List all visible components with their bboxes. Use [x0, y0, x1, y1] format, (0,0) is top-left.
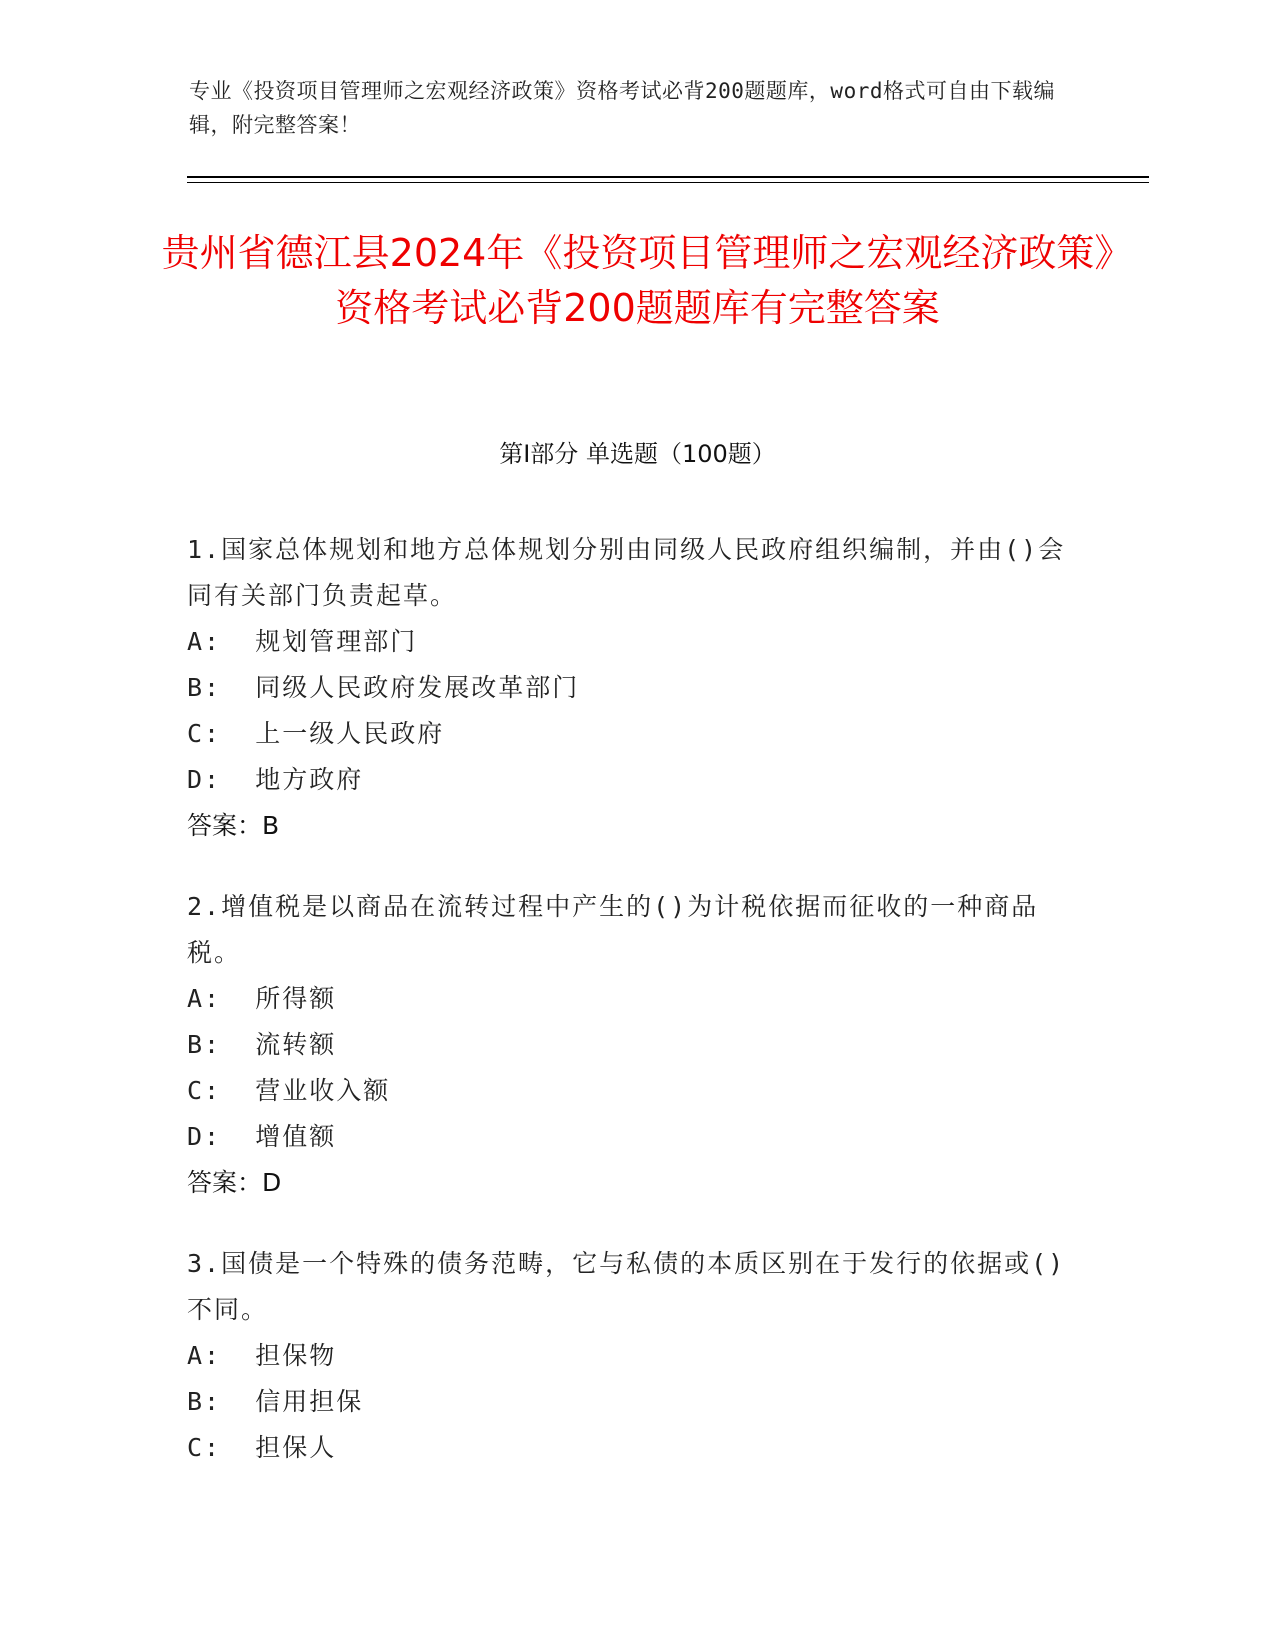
section-title: 第Ⅰ部分 单选题（100题） [499, 440, 776, 468]
option-a: A: 所得额 [187, 984, 337, 1013]
question-stem: 2.增值税是以商品在流转过程中产生的()为计税依据而征收的一种商品税。 [187, 892, 1039, 967]
option-b: B: 信用担保 [187, 1387, 364, 1416]
question-stem: 3.国债是一个特殊的债务范畴，它与私债的本质区别在于发行的依据或()不同。 [187, 1249, 1066, 1324]
header-divider-thin [187, 182, 1149, 183]
option-c: C: 营业收入额 [187, 1076, 391, 1105]
option-b: B: 同级人民政府发展改革部门 [187, 673, 580, 702]
document-title: 贵州省德江县2024年《投资项目管理师之宏观经济政策》资格考试必背200题题库有完整答案 [161, 231, 1114, 330]
question-3 [187, 1241, 1067, 1471]
header-note: 专业《投资项目管理师之宏观经济政策》资格考试必背200题题库，word格式可自由下载编辑，附完整答案！ [189, 79, 1055, 137]
option-a: A: 担保物 [187, 1341, 337, 1370]
option-c: C: 上一级人民政府 [187, 719, 445, 748]
option-d: D: 增值额 [187, 1122, 337, 1151]
question-2 [187, 884, 1067, 1206]
header-divider-thick [187, 176, 1149, 178]
option-b: B: 流转额 [187, 1030, 337, 1059]
answer: 答案：D [187, 1168, 282, 1197]
option-a: A: 规划管理部门 [187, 627, 418, 656]
option-c: C: 担保人 [187, 1433, 337, 1462]
question-list [187, 527, 1067, 1506]
question-stem: 1.国家总体规划和地方总体规划分别由同级人民政府组织编制，并由()会同有关部门负责起草。 [187, 535, 1066, 610]
option-d: D: 地方政府 [187, 765, 364, 794]
question-1 [187, 527, 1067, 849]
answer: 答案：B [187, 811, 280, 840]
